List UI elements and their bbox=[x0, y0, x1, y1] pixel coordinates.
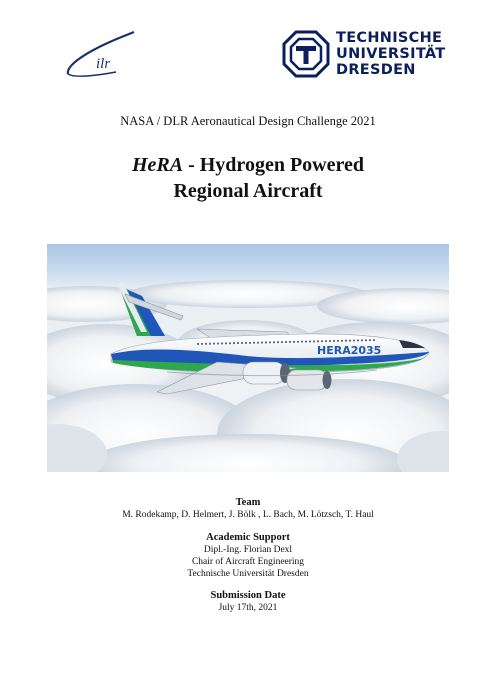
team-section bbox=[0, 497, 496, 521]
tud-wordmark bbox=[336, 30, 446, 78]
tud-line-1: TECHNISCHE bbox=[336, 30, 443, 46]
title-line-2: Regional Aircraft bbox=[173, 180, 323, 202]
ilr-text: ilr bbox=[96, 56, 111, 72]
page-title bbox=[0, 152, 496, 204]
ilr-swoosh-icon bbox=[64, 26, 144, 82]
tud-line-3: DRESDEN bbox=[336, 62, 416, 78]
title-acronym: HeRA bbox=[131, 154, 184, 176]
submission-date: July 17th, 2021 bbox=[218, 603, 278, 613]
support-line-2: Chair of Aircraft Engineering bbox=[191, 557, 305, 567]
support-line-3: Technische Universität Dresden bbox=[187, 569, 309, 579]
support-line-1: Dipl.-Ing. Florian Dexl bbox=[203, 545, 293, 555]
team-members: M. Rodekamp, D. Helmert, J. Bölk , L. Bach, M. Lötzsch, T. Haul bbox=[122, 510, 374, 520]
tud-logo bbox=[282, 30, 452, 80]
challenge-subtitle: NASA / DLR Aeronautical Design Challenge 2021 bbox=[120, 114, 376, 128]
submission-section bbox=[0, 590, 496, 614]
aircraft-render-image bbox=[47, 244, 449, 472]
academic-support-section bbox=[0, 532, 496, 580]
tud-emblem-icon bbox=[282, 30, 330, 78]
tud-line-2: UNIVERSITÄT bbox=[336, 46, 446, 62]
ilr-logo bbox=[64, 26, 144, 82]
support-heading: Academic Support bbox=[206, 532, 290, 543]
livery-text: HERA2035 bbox=[317, 344, 382, 357]
title-line-1: - Hydrogen Powered bbox=[183, 154, 365, 176]
team-heading: Team bbox=[235, 497, 261, 508]
submission-heading: Submission Date bbox=[210, 590, 286, 601]
